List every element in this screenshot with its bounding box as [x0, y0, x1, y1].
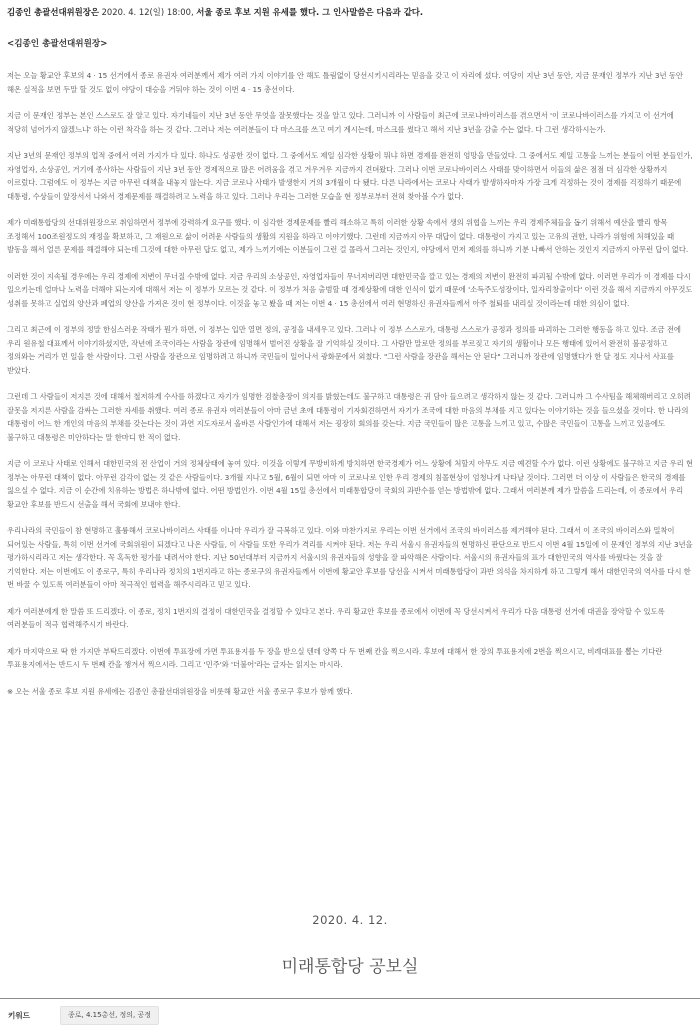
paragraph-2: 지금 이 문재인 정부는 본인 스스로도 잘 알고 있다. 자기네들이 지난 3년 동안 무엇을 잘못했다는 것을 알고 있다. 그러니까 이 사람들이 최근에 코로나바이러스를 겪으면서 '이 코로나바이러스를 가지고 이 선거에 적당히 넘어가지 않겠느냐' 하는 이런 착각을 하는 것 같다. 그러나 저는 여러분들이 다 마스크를 쓰고 여기 계시는데, 마스크를 썼다고 해서 지난 3년을 감출 수는 없다. 다 그런 생각하시는가. — [7, 111, 674, 134]
keyword-bar — [0, 998, 700, 1032]
keyword-tags[interactable]: 종로, 4.15총선, 정의, 공정 — [60, 1006, 159, 1025]
keyword-label: 키워드 — [8, 1011, 31, 1020]
intro-suffix: 서울 종로 후보 지원 유세를 했다. 그 인사말씀은 다음과 같다. — [196, 7, 424, 17]
paragraph-7: 그런데 그 사람들이 저지른 것에 대해서 철저하게 수사를 하겠다고 자기가 임명한 검찰총장이 의지를 밝혔는데도 불구하고 대통령은 귀 담아 들으려고 생각하지 않는 것 같다. 그러니까 그 수사팀을 해체해버리고 오히려 잘못을 저지른 사람을 감싸는 그러한 자세를 취했다. 여러 종로 유권자 여러분들이 아마 금년 초에 대통령이 기자회견하면서 자기가 조국에 대한 마음의 부채를 지고 있다는 이야기하는 것을 들으셨을 것이다. 한 나라의 대통령이 어느 한 개인의 마음의 부채를 갖는다는 것이 과연 지도자로서 올바른 사람인가에 대해서 저는 굉장히 회의를 갖는다. 지금 국민들이 많은 고통을 느끼고 있고, 수많은 국민들이 고통을 느끼고 있음에도 불구하고 대통령은 미안하다는 말 한마디 한 적이 없다. — [7, 392, 691, 442]
paragraph-9: 우리나라의 국민들이 참 현명하고 훌륭해서 코로나바이러스 사태를 이나마 우리가 잘 극복하고 있다. 이와 마찬가지로 우리는 이번 선거에서 조국의 바이러스를 제거해야 된다. 그래서 이 조국의 바이러스와 밀착이 되어있는 사람들, 특히 이번 선거에 국회위원이 되겠다고 나온 사람들, 이 사람들 또한 우리가 격리를 시켜야 된다. 저는 우리 서울시 유권자들의 현명하신 판단으로 반드시 이번 4월 15일에 이 문재인 정부의 지난 3년을 평가하시리라고 저는 생각한다. 꼭 혹독한 평가를 내려서야 한다. 지난 50년대부터 지금까지 서울시의 유권자들의 성향을 잘 파악해온 사람이다. 서울시의 유권자들의 표가 대한민국의 역사를 바꿨다는 것을 잘 기억한다. 저는 이번에도 이 종로구, 특히 우리나라 정치의 1번지라고 하는 종로구의 유권자들께서 이번에 황교안 후보를 당선을 시켜서 미래통합당이 과반 의석을 차지하게 하고 그렇게 해서 대한민국의 역사를 다시 한 번 바꿀 수 있도록 여러분들이 아마 적극적인 협력을 해주시리라고 믿고 있다. — [7, 526, 693, 589]
paragraph-8: 지금 이 코로나 사태로 인해서 대한민국의 전 산업이 거의 정체상태에 놓여 있다. 이것을 이렇게 무방비하게 방치하면 한국경제가 어느 상황에 처할지 아무도 지금 예견할 수가 없다. 이런 상황에도 불구하고 지금 우리 현 정부는 아무런 대책이 없다. 아무런 감각이 없는 것 같은 사람들이다. 3개월 지나고 5월, 6월이 되면 아마 이 코로나로 인한 우리 경제의 침몰현상이 엄청나게 나타날 것이다. 그러면 더 이상 이 사람들은 한국의 경제를 잃으실 수 없다. 지금 이 순간에 치유하는 방법은 하나밖에 없다. 어떤 방법인가. 이번 4월 15일 총선에서 미래통합당이 국회의 과반수를 얻는 방법밖에 없다. 그래서 여러분께 제가 말씀을 드리는데, 이 종로에서 우리 황교안 후보를 반드시 선출을 해서 국회에 보내야 한다. — [7, 459, 693, 509]
paragraph-1: 저는 오늘 황교안 후보의 4 · 15 선거에서 종로 유권자 여러분께서 제가 여러 가지 이야기를 안 해도 틀림없이 당선시키시리라는 믿음을 갖고 이 자리에 섰다. 여당이 지난 3년 동안, 지금 문재인 정부가 지난 3년 동안 해온 실적을 보면 두말 할 것도 없이 야당이 대승을 거둬야 하는 것이 이번 4 · 15 총선이다. — [7, 71, 683, 94]
intro-line — [7, 6, 693, 18]
paragraph-10: 제가 여러분에게 한 말씀 또 드리겠다. 이 종로, 정치 1번지의 결정이 대한민국을 결정할 수 있다고 본다. 우리 황교안 후보를 종로에서 이번에 꼭 당선시켜서 우리가 다음 대통령 선거에 대권을 장악할 수 있도록 여러분들이 적극 협력해주시기 바란다. — [7, 606, 665, 629]
speaker-heading: <김종인 총괄선대위원장> — [7, 39, 108, 49]
paragraph-4: 제가 미래통합당의 선대위원장으로 취임하면서 정부에 강력하게 요구를 했다. 이 심각한 경제문제를 빨리 해소하고 특히 이러한 상황 속에서 생의 위협을 느끼는 우리 경제주체들을 돕기 위해서 예산을 빨리 항목 조정해서 100조원정도의 재정을 확보하고, 그 재원으로 삶이 어려운 사람들의 생활의 지원을 하라고 이야기했다. 그런데 지금까지 아무 대답이 없다. 대통령이 가지고 있는 고유의 권한, 나라가 위험에 처해있을 때 발동을 해서 얼른 문제를 해결해야 되는데 그것에 대한 아무런 답도 없고, 제가 느끼기에는 이분들이 그런 걸 몰라서 그러는 것인지, 야당에서 먼저 제의를 하니까 기분 나빠서 안하는 것인지 지금까지 아무런 답이 없다. — [7, 218, 689, 254]
paragraph-5: 이러한 것이 지속될 경우에는 우리 경제에 저변이 무너질 수밖에 없다. 지금 우리의 소상공인, 자영업자들이 무너져버리면 대한민국을 깔고 있는 경제의 저변이 완전히 파괴될 수밖에 없다. 이러면 우리가 이 경제를 다시 일으키는데 얼마나 노력을 더해야 되는지에 대해서 저는 이 정부가 모르는 것 같다. 이 정부가 처음 출범할 때 경제상황에 대한 인식이 없기 때문에 '소득주도성장이다, 일자리창출이다' 이런 것을 해서 지금까지 아무것도 성취를 못하고 실업의 양산과 폐업의 양산을 가져온 것이 현 정부이다. 이것을 놓고 봤을 때 저는 이번 4 · 15 총선에서 여러 현명하신 유권자들께서 아주 철퇴를 내리실 것이라는데 대한 의심이 없다. — [7, 271, 693, 308]
intro-prefix: 김종인 총괄선대위원장은 — [7, 7, 99, 17]
issuing-office: 미래통합당 공보실 — [281, 957, 419, 977]
paragraph-note: ※ 오는 서울 종로 후보 지원 유세에는 김종인 총괄선대위원장을 비롯해 황교안 서울 종로구 후보가 함께 했다. — [7, 686, 353, 696]
intro-datetime: 2020. 4. 12(일) 18:00, — [98, 7, 197, 17]
paragraph-6: 그리고 최근에 이 정부의 정말 한심스러운 작태가 뭔가 하면, 이 정부는 입만 열면 정의, 공정을 내세우고 있다. 그러나 이 정부 스스로가, 대통령 스스로가 공정과 정의를 파괴하는 그러한 행동을 하고 있다. 조금 전에 우리 원유철 대표께서 이야기하셨지만, 작년에 조국이라는 사람을 장관에 임명해서 벌어진 상황을 잘 기억하실 것이다. 그 사람만 말로만 정의를 부르짖고 자기의 생활이나 모든 행태에 있어서 완전히 불공정하고 정의와는 거리가 먼 일을 한 사람이다. 그런 사람을 장관으로 임명하려고 하니까 국민들이 일어나서 광화문에서 외쳤다. "그런 사람을 장관을 해서는 안 된다" 그러니까 장관에 임명했다가 한 달 정도 지나서 사표를 받았다. — [7, 325, 681, 375]
paragraph-3: 지난 3년의 문재인 정부의 업적 중에서 여러 가지가 다 있다. 하나도 성공한 것이 없다. 그 중에서도 제일 심각한 상황이 뭐냐 하면 경제를 완전히 엉망을 만들었다. 그 중에서도 제일 고통을 느끼는 분들이 어떤 분들인가, 자영업자, 소상공인, 거기에 종사하는 사람들이 지난 3년 동안 경제적으로 많은 어려움을 겪고 겨우겨우 지금까지 견뎌왔다. 그러나 이번 코로나바이러스 사태를 맞이하면서 이들의 삶은 점점 더 심각한 상황까지 이르렀다. 그럼에도 이 정부는 지금 아무런 대책을 내놓지 않는다. 지금 코로나 사태가 발생한지 거의 3개월이 다 됐다. 다른 나라에서는 코로나 사태가 발생하자마자 가장 크게 걱정하는 것이 경제를 걱정하기 때문에 대통령, 수상들이 앞장서서 나와서 경제문제를 해결하려고 노력을 하고 있다. 그러나 우리는 그러한 모습을 현 정부로부터 전혀 찾아볼 수가 없다. — [7, 151, 693, 201]
paragraph-11: 제가 마지막으로 딱 한 가지만 부탁드리겠다. 이번에 투표장에 가면 투표용지를 두 장을 받으실 텐데 양쪽 다 두 번째 칸을 찍으시라. 후보에 대해서 한 장의 투표용지에 2번을 찍으시고, 비례대표를 뽑는 기다란 투표용지에서는 반드시 두 번째 칸을 챙겨서 찍으시라. 그리고 '민주'와 '더불어'라는 글자는 읽지는 마시라. — [7, 646, 663, 669]
release-date: 2020. 4. 12. — [312, 913, 388, 927]
